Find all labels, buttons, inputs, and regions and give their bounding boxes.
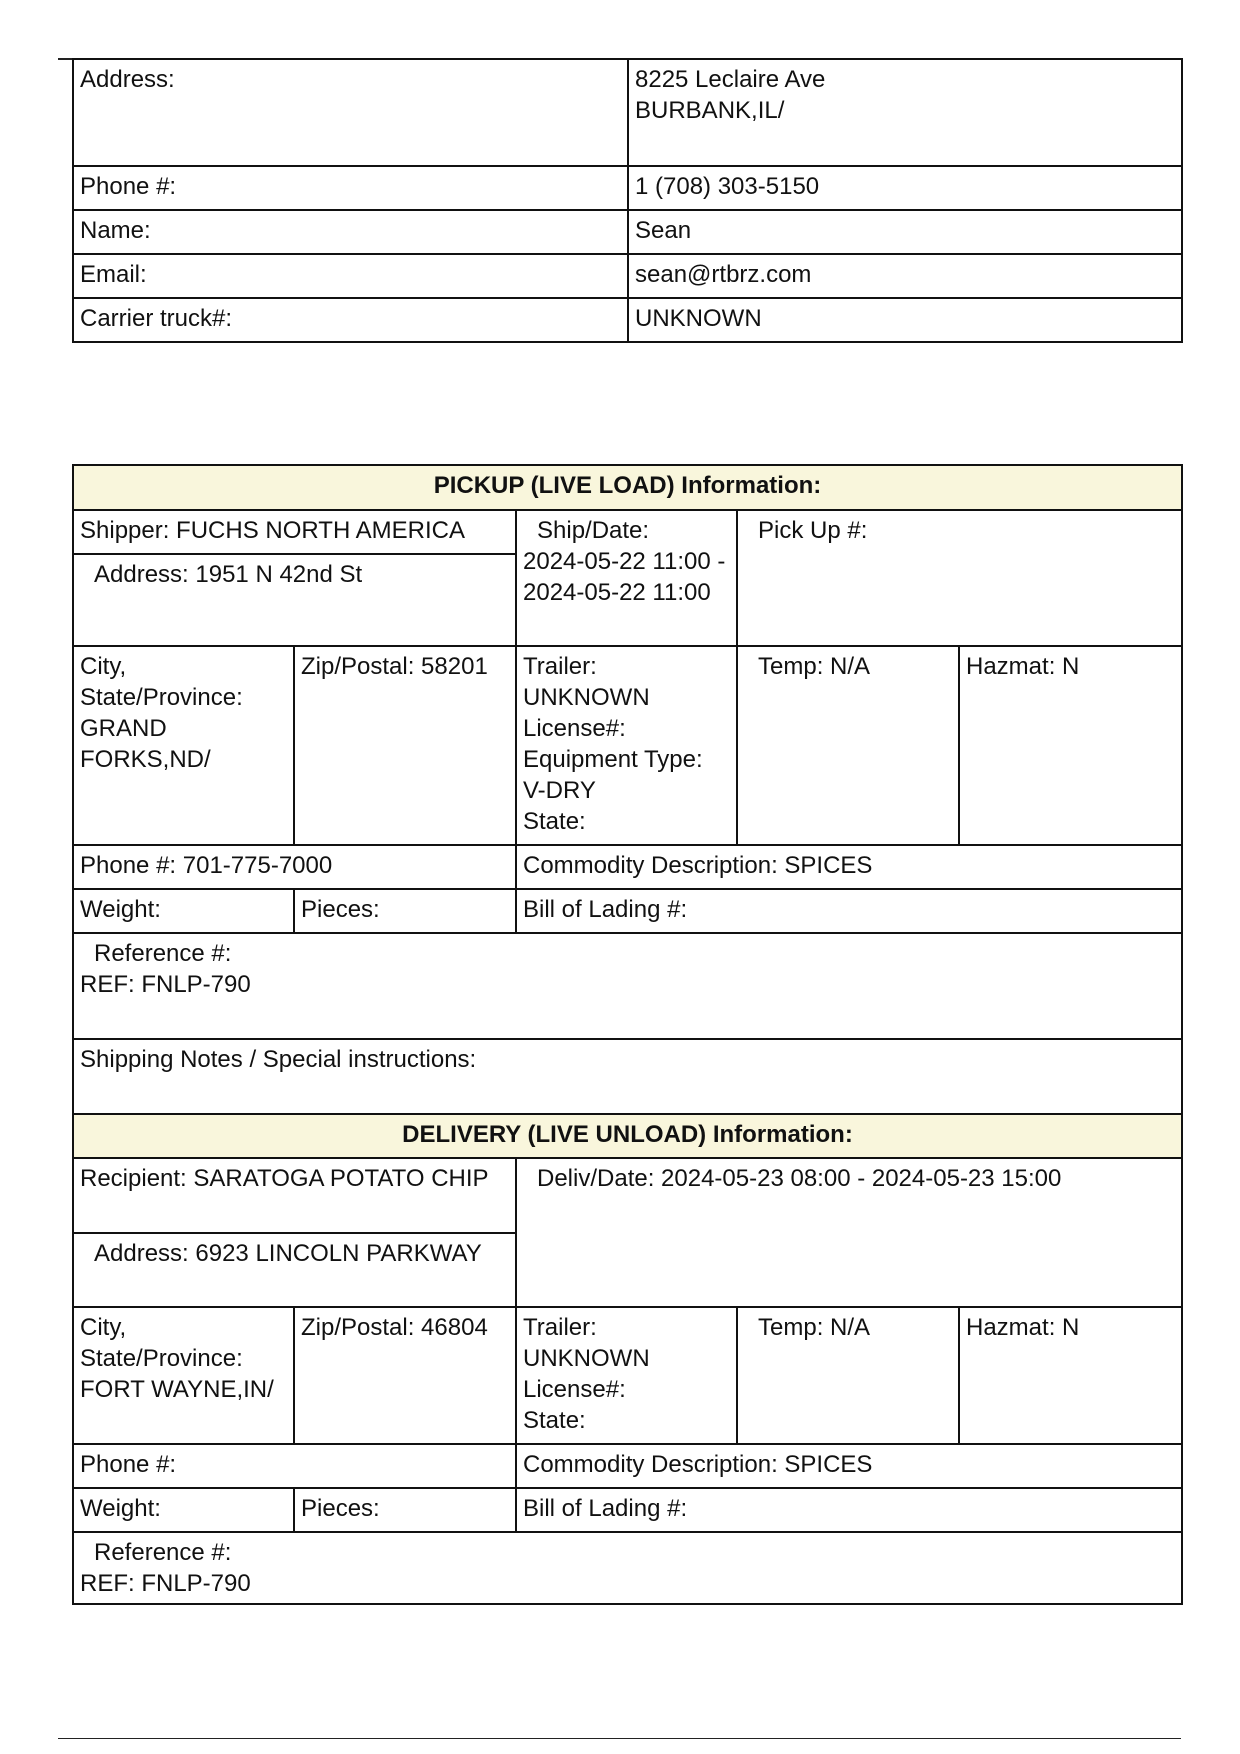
delivery-phone: Phone #:	[73, 1444, 516, 1488]
pickup-phone: Phone #: 701-775-7000	[73, 845, 516, 889]
delivery-commodity: Commodity Description: SPICES	[516, 1444, 1182, 1488]
delivery-temp: Temp: N/A	[737, 1307, 959, 1444]
delivery-pieces: Pieces:	[294, 1488, 516, 1532]
carrier-address-line2: BURBANK,IL/	[635, 97, 785, 124]
delivery-date: Deliv/Date: 2024-05-23 08:00 - 2024-05-23 15:00	[516, 1158, 1182, 1307]
pickup-trailer-value: UNKNOWN	[523, 684, 650, 711]
delivery-recipient: Recipient: SARATOGA POTATO CHIP	[73, 1158, 516, 1233]
delivery-reference-value: REF: FNLP-790	[80, 1570, 251, 1597]
footer-rule	[58, 1738, 1181, 1739]
delivery-trailer	[516, 1307, 737, 1444]
delivery-weight: Weight:	[73, 1488, 294, 1532]
pickup-reference-label: Reference #:	[94, 940, 232, 967]
pickup-ship-date-label: Ship/Date:	[537, 517, 650, 544]
delivery-trailer-value: UNKNOWN	[523, 1345, 650, 1372]
pickup-bol: Bill of Lading #:	[516, 889, 1182, 933]
pickup-pieces: Pieces:	[294, 889, 516, 933]
carrier-email-label: Email:	[73, 254, 628, 298]
pickup-commodity: Commodity Description: SPICES	[516, 845, 1182, 889]
pickup-equipment-label: Equipment Type:	[523, 746, 703, 773]
pickup-city	[73, 646, 294, 845]
pickup-zip: Zip/Postal: 58201	[294, 646, 516, 845]
delivery-reference	[73, 1532, 1182, 1604]
pickup-ship-date	[516, 510, 737, 646]
pickup-hazmat: Hazmat: N	[959, 646, 1182, 845]
load-info-table	[72, 464, 1183, 1605]
pickup-address: Address: 1951 N 42nd St	[73, 554, 516, 646]
carrier-address-label: Address:	[73, 59, 628, 166]
pickup-weight: Weight:	[73, 889, 294, 933]
delivery-city	[73, 1307, 294, 1444]
pickup-notes: Shipping Notes / Special instructions:	[73, 1039, 1182, 1114]
pickup-license: License#:	[523, 715, 626, 742]
delivery-header: DELIVERY (LIVE UNLOAD) Information:	[73, 1114, 1182, 1158]
delivery-state: State:	[523, 1407, 586, 1434]
delivery-zip: Zip/Postal: 46804	[294, 1307, 516, 1444]
delivery-city-label: City, State/Province:	[80, 1314, 243, 1372]
pickup-ship-date-value: 2024-05-22 11:00 - 2024-05-22 11:00	[523, 548, 726, 606]
carrier-name-value: Sean	[628, 210, 1182, 254]
carrier-name-label: Name:	[73, 210, 628, 254]
delivery-address: Address: 6923 LINCOLN PARKWAY	[73, 1233, 516, 1307]
pickup-temp: Temp: N/A	[737, 646, 959, 845]
carrier-info-table	[72, 58, 1183, 343]
carrier-phone-value: 1 (708) 303-5150	[628, 166, 1182, 210]
pickup-number: Pick Up #:	[737, 510, 1182, 646]
carrier-address-value	[628, 59, 1182, 166]
pickup-equipment-value: V-DRY	[523, 777, 596, 804]
pickup-city-label: City, State/Province:	[80, 653, 243, 711]
pickup-trailer-label: Trailer:	[523, 653, 597, 680]
delivery-hazmat: Hazmat: N	[959, 1307, 1182, 1444]
delivery-city-value: FORT WAYNE,IN/	[80, 1376, 274, 1403]
pickup-state: State:	[523, 808, 586, 835]
pickup-city-value: GRAND FORKS,ND/	[80, 715, 211, 773]
delivery-reference-label: Reference #:	[94, 1539, 232, 1566]
pickup-reference	[73, 933, 1182, 1039]
carrier-truck-label: Carrier truck#:	[73, 298, 628, 342]
delivery-trailer-label: Trailer:	[523, 1314, 597, 1341]
carrier-address-line1: 8225 Leclaire Ave	[635, 66, 826, 93]
carrier-phone-label: Phone #:	[73, 166, 628, 210]
carrier-email-value: sean@rtbrz.com	[628, 254, 1182, 298]
pickup-trailer	[516, 646, 737, 845]
pickup-header: PICKUP (LIVE LOAD) Information:	[73, 465, 1182, 510]
pickup-shipper: Shipper: FUCHS NORTH AMERICA	[73, 510, 516, 554]
pickup-reference-value: REF: FNLP-790	[80, 971, 251, 998]
carrier-truck-value: UNKNOWN	[628, 298, 1182, 342]
delivery-license: License#:	[523, 1376, 626, 1403]
delivery-bol: Bill of Lading #:	[516, 1488, 1182, 1532]
